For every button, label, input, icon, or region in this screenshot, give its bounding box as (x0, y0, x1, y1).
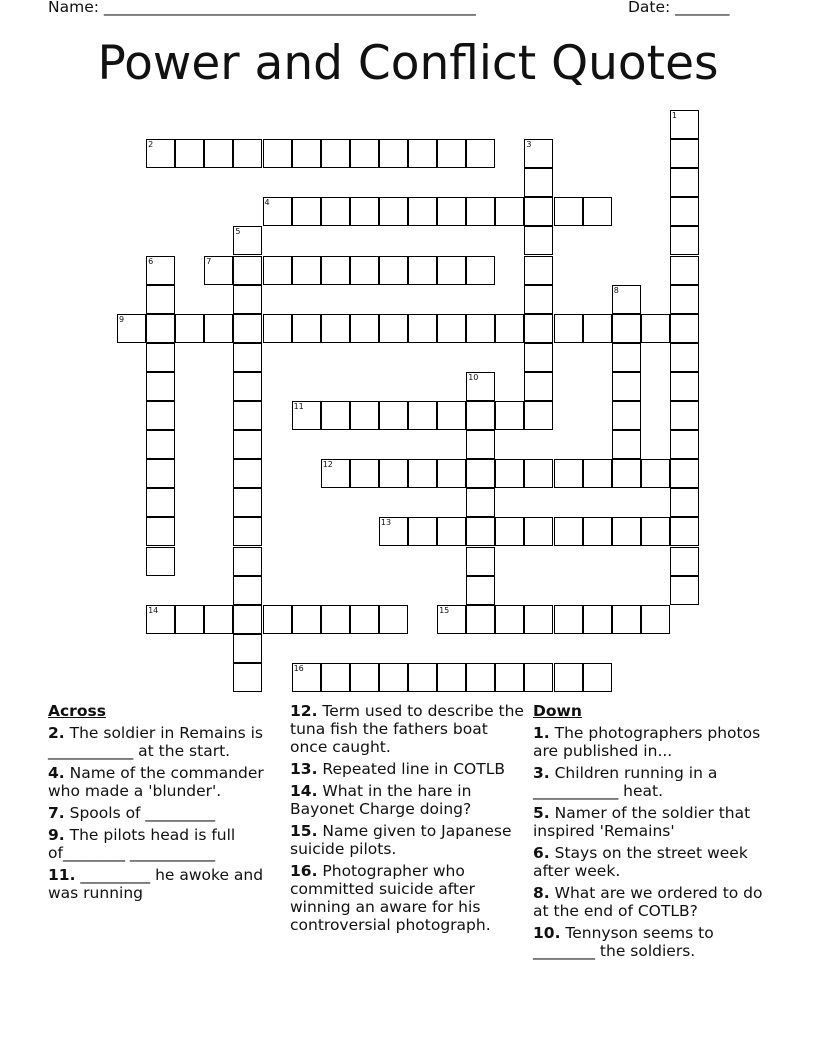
grid-cell[interactable] (350, 256, 379, 285)
grid-cell[interactable] (321, 139, 350, 168)
clue-text: The pilots head is full of________ ___________ (48, 826, 236, 862)
grid-cell[interactable] (408, 517, 437, 546)
clue-number-3: 3 (526, 140, 532, 150)
clue-text: Term used to describe the tuna fish the fathers boat once caught. (290, 702, 524, 756)
grid-cell[interactable] (233, 256, 262, 285)
grid-cell[interactable] (233, 605, 262, 634)
clue-number: 5. (533, 804, 550, 822)
grid-cell[interactable] (524, 401, 553, 430)
clue-number-15: 15 (439, 605, 450, 615)
grid-cell[interactable] (146, 372, 175, 401)
clue-number: 10. (533, 924, 561, 942)
grid-cell[interactable] (233, 517, 262, 546)
clue-number: 15. (290, 822, 318, 840)
grid-cell[interactable] (670, 197, 699, 226)
grid-cell[interactable] (670, 256, 699, 285)
grid-cell[interactable] (292, 314, 321, 343)
clue-text: Spools of _________ (64, 804, 216, 822)
grid-cell[interactable] (554, 517, 583, 546)
grid-cell[interactable] (670, 139, 699, 168)
clue-text: Name given to Japanese suicide pilots. (290, 822, 512, 858)
clue-number-16: 16 (293, 663, 304, 673)
grid-cell[interactable] (146, 343, 175, 372)
grid-cell[interactable] (612, 314, 641, 343)
grid-cell[interactable] (292, 256, 321, 285)
grid-cell[interactable] (263, 314, 292, 343)
grid-cell[interactable] (408, 256, 437, 285)
clue-column-left (48, 702, 284, 906)
clue-text: The soldier in Remains is ___________ at the start. (48, 724, 263, 760)
grid-cell[interactable] (524, 459, 553, 488)
grid-cell[interactable] (233, 488, 262, 517)
grid-cell[interactable] (233, 459, 262, 488)
grid-cell[interactable] (524, 605, 553, 634)
clue-text: Photographer who committed suicide after winning an aware for his controversial photograph. (290, 862, 491, 934)
grid-cell[interactable] (437, 401, 466, 430)
clue-number: 1. (533, 724, 550, 742)
grid-cell[interactable] (437, 663, 466, 692)
grid-cell[interactable] (350, 459, 379, 488)
grid-cell[interactable] (466, 488, 495, 517)
clue-column-right (533, 702, 769, 964)
clue-number: 12. (290, 702, 318, 720)
grid-cell[interactable] (583, 314, 612, 343)
grid-cell[interactable] (175, 605, 204, 634)
grid-cell[interactable] (233, 430, 262, 459)
grid-cell[interactable] (583, 605, 612, 634)
grid-cell[interactable] (670, 401, 699, 430)
grid-cell[interactable] (379, 197, 408, 226)
grid-cell[interactable] (524, 314, 553, 343)
grid-cell[interactable] (233, 663, 262, 692)
grid-cell[interactable] (437, 517, 466, 546)
clue-7 (48, 804, 284, 822)
grid-cell[interactable] (670, 314, 699, 343)
clue-column-middle (290, 702, 526, 938)
grid-cell[interactable] (292, 605, 321, 634)
clue-10 (533, 924, 769, 960)
grid-cell[interactable] (641, 314, 670, 343)
grid-cell[interactable] (524, 663, 553, 692)
grid-cell[interactable] (233, 343, 262, 372)
grid-cell[interactable] (670, 343, 699, 372)
grid-cell[interactable] (379, 401, 408, 430)
clue-text: _________ he awoke and was running (48, 866, 264, 902)
clue-number-8: 8 (613, 285, 619, 295)
clue-number: 8. (533, 884, 550, 902)
grid-cell[interactable] (292, 197, 321, 226)
grid-cell[interactable] (466, 605, 495, 634)
clue-16 (290, 862, 526, 934)
grid-cell[interactable] (670, 168, 699, 197)
clue-text: What in the hare in Bayonet Charge doing? (290, 782, 472, 818)
grid-cell[interactable] (321, 197, 350, 226)
grid-cell[interactable] (670, 226, 699, 255)
grid-cell[interactable] (612, 343, 641, 372)
clue-number-12: 12 (322, 460, 333, 470)
grid-cell[interactable] (583, 197, 612, 226)
grid-cell[interactable] (670, 459, 699, 488)
grid-cell[interactable] (524, 256, 553, 285)
grid-cell[interactable] (554, 459, 583, 488)
grid-cell[interactable] (321, 401, 350, 430)
grid-cell[interactable] (495, 314, 524, 343)
clue-number-6: 6 (148, 256, 154, 266)
grid-cell[interactable] (466, 430, 495, 459)
grid-cell[interactable] (466, 401, 495, 430)
grid-cell[interactable] (350, 139, 379, 168)
clue-number: 9. (48, 826, 65, 844)
clue-number: 2. (48, 724, 65, 742)
grid-cell[interactable] (379, 663, 408, 692)
grid-cell[interactable] (612, 372, 641, 401)
grid-cell[interactable] (233, 401, 262, 430)
clue-number: 4. (48, 764, 65, 782)
clue-number-10: 10 (468, 372, 479, 382)
grid-cell[interactable] (146, 314, 175, 343)
grid-cell[interactable] (146, 459, 175, 488)
clue-number: 11. (48, 866, 76, 884)
grid-cell[interactable] (146, 517, 175, 546)
grid-cell[interactable] (524, 197, 553, 226)
clue-2 (48, 724, 284, 760)
clue-number-4: 4 (264, 198, 270, 208)
grid-cell[interactable] (495, 663, 524, 692)
clue-number: 13. (290, 760, 318, 778)
grid-cell[interactable] (233, 547, 262, 576)
grid-cell[interactable] (524, 517, 553, 546)
grid-cell[interactable] (495, 401, 524, 430)
grid-cell[interactable] (204, 139, 233, 168)
grid-cell[interactable] (612, 430, 641, 459)
grid-cell[interactable] (379, 256, 408, 285)
clue-8 (533, 884, 769, 920)
grid-cell[interactable] (670, 517, 699, 546)
clue-11 (48, 866, 284, 902)
clue-number-11: 11 (293, 402, 304, 411)
grid-cell[interactable] (321, 256, 350, 285)
clue-15 (290, 822, 526, 858)
clue-number-2: 2 (148, 140, 154, 150)
clue-9 (48, 826, 284, 862)
grid-cell[interactable] (437, 197, 466, 226)
grid-cell[interactable] (495, 459, 524, 488)
grid-cell[interactable] (641, 459, 670, 488)
clue-number-1: 1 (671, 111, 677, 120)
grid-cell[interactable] (437, 139, 466, 168)
grid-cell[interactable] (146, 547, 175, 576)
grid-cell[interactable] (321, 663, 350, 692)
grid-cell[interactable] (408, 401, 437, 430)
grid-cell[interactable] (292, 139, 321, 168)
clue-text: What are we ordered to do at the end of COTLB? (533, 884, 763, 920)
grid-cell[interactable] (466, 256, 495, 285)
grid-cell[interactable] (466, 314, 495, 343)
grid-cell[interactable] (204, 314, 233, 343)
clue-number: 14. (290, 782, 318, 800)
clue-number: 7. (48, 804, 65, 822)
name-field-label: Name: ________________________________________________ (48, 0, 476, 16)
grid-cell[interactable] (554, 314, 583, 343)
grid-cell[interactable] (263, 256, 292, 285)
clue-number-14: 14 (148, 605, 159, 615)
grid-cell[interactable] (379, 459, 408, 488)
clue-12 (290, 702, 526, 756)
page-title: Power and Conflict Quotes (97, 36, 719, 91)
grid-cell[interactable] (583, 663, 612, 692)
clue-number: 16. (290, 862, 318, 880)
grid-cell[interactable] (495, 605, 524, 634)
clue-number-9: 9 (119, 314, 125, 324)
grid-cell[interactable] (263, 605, 292, 634)
grid-cell[interactable] (204, 605, 233, 634)
grid-cell[interactable] (408, 139, 437, 168)
grid-cell[interactable] (350, 197, 379, 226)
grid-cell[interactable] (670, 372, 699, 401)
clue-text: Children running in a ___________ heat. (533, 764, 718, 800)
grid-cell[interactable] (583, 459, 612, 488)
clue-5 (533, 804, 769, 840)
clue-text: The photographers photos are published in... (533, 724, 761, 760)
grid-cell[interactable] (612, 459, 641, 488)
grid-cell[interactable] (263, 139, 292, 168)
grid-cell[interactable] (408, 314, 437, 343)
clue-14 (290, 782, 526, 818)
grid-cell[interactable] (524, 168, 553, 197)
grid-cell[interactable] (554, 663, 583, 692)
grid-cell[interactable] (670, 488, 699, 517)
grid-cell[interactable] (408, 197, 437, 226)
grid-cell[interactable] (466, 459, 495, 488)
grid-cell[interactable] (554, 197, 583, 226)
grid-cell[interactable] (612, 401, 641, 430)
grid-cell[interactable] (379, 139, 408, 168)
grid-cell[interactable] (146, 430, 175, 459)
clue-text: Stays on the street week after week. (533, 844, 748, 880)
across-heading: Across (48, 702, 106, 720)
grid-cell[interactable] (175, 314, 204, 343)
grid-cell[interactable] (670, 576, 699, 605)
clue-number-13: 13 (380, 518, 392, 528)
grid-cell[interactable] (466, 517, 495, 546)
grid-cell[interactable] (495, 197, 524, 226)
grid-cell[interactable] (583, 517, 612, 546)
clue-3 (533, 764, 769, 800)
clue-text: Name of the commander who made a 'blunder'. (48, 764, 264, 800)
grid-cell[interactable] (233, 634, 262, 663)
grid-cell[interactable] (350, 605, 379, 634)
grid-cell[interactable] (321, 314, 350, 343)
grid-cell[interactable] (466, 547, 495, 576)
clue-1 (533, 724, 769, 760)
grid-cell[interactable] (612, 517, 641, 546)
clue-number: 3. (533, 764, 550, 782)
grid-cell[interactable] (641, 605, 670, 634)
clue-text: Tennyson seems to ________ the soldiers. (533, 924, 714, 960)
grid-cell[interactable] (466, 139, 495, 168)
grid-cell[interactable] (175, 139, 204, 168)
grid-cell[interactable] (554, 605, 583, 634)
grid-cell[interactable] (233, 372, 262, 401)
down-heading: Down (533, 702, 582, 720)
grid-cell[interactable] (495, 517, 524, 546)
clue-13 (290, 760, 526, 778)
date-field-label: Date: _______ (628, 0, 730, 16)
grid-cell[interactable] (146, 488, 175, 517)
grid-cell[interactable] (437, 314, 466, 343)
grid-cell[interactable] (437, 256, 466, 285)
clue-number: 6. (533, 844, 550, 862)
grid-cell[interactable] (612, 605, 641, 634)
grid-cell[interactable] (233, 576, 262, 605)
grid-cell[interactable] (408, 459, 437, 488)
grid-cell[interactable] (466, 197, 495, 226)
grid-cell[interactable] (350, 663, 379, 692)
grid-cell[interactable] (466, 663, 495, 692)
grid-cell[interactable] (379, 605, 408, 634)
grid-cell[interactable] (233, 139, 262, 168)
grid-cell[interactable] (670, 547, 699, 576)
grid-cell[interactable] (408, 663, 437, 692)
grid-cell[interactable] (670, 285, 699, 314)
grid-cell[interactable] (146, 285, 175, 314)
clue-text: Namer of the soldier that inspired 'Remains' (533, 804, 751, 840)
grid-cell[interactable] (524, 372, 553, 401)
grid-cell[interactable] (321, 605, 350, 634)
grid-cell[interactable] (146, 401, 175, 430)
grid-cell[interactable] (233, 314, 262, 343)
clue-4 (48, 764, 284, 800)
grid-cell[interactable] (524, 285, 553, 314)
clue-6 (533, 844, 769, 880)
grid-cell[interactable] (233, 285, 262, 314)
grid-cell[interactable] (379, 314, 408, 343)
grid-cell[interactable] (670, 430, 699, 459)
grid-cell[interactable] (524, 343, 553, 372)
grid-cell[interactable] (524, 226, 553, 255)
clue-number-7: 7 (206, 256, 212, 266)
grid-cell[interactable] (466, 576, 495, 605)
grid-cell[interactable] (641, 517, 670, 546)
grid-cell[interactable] (350, 314, 379, 343)
clue-text: Repeated line in COTLB (317, 760, 505, 778)
grid-cell[interactable] (350, 401, 379, 430)
grid-cell[interactable] (437, 459, 466, 488)
clue-number-5: 5 (235, 227, 241, 237)
